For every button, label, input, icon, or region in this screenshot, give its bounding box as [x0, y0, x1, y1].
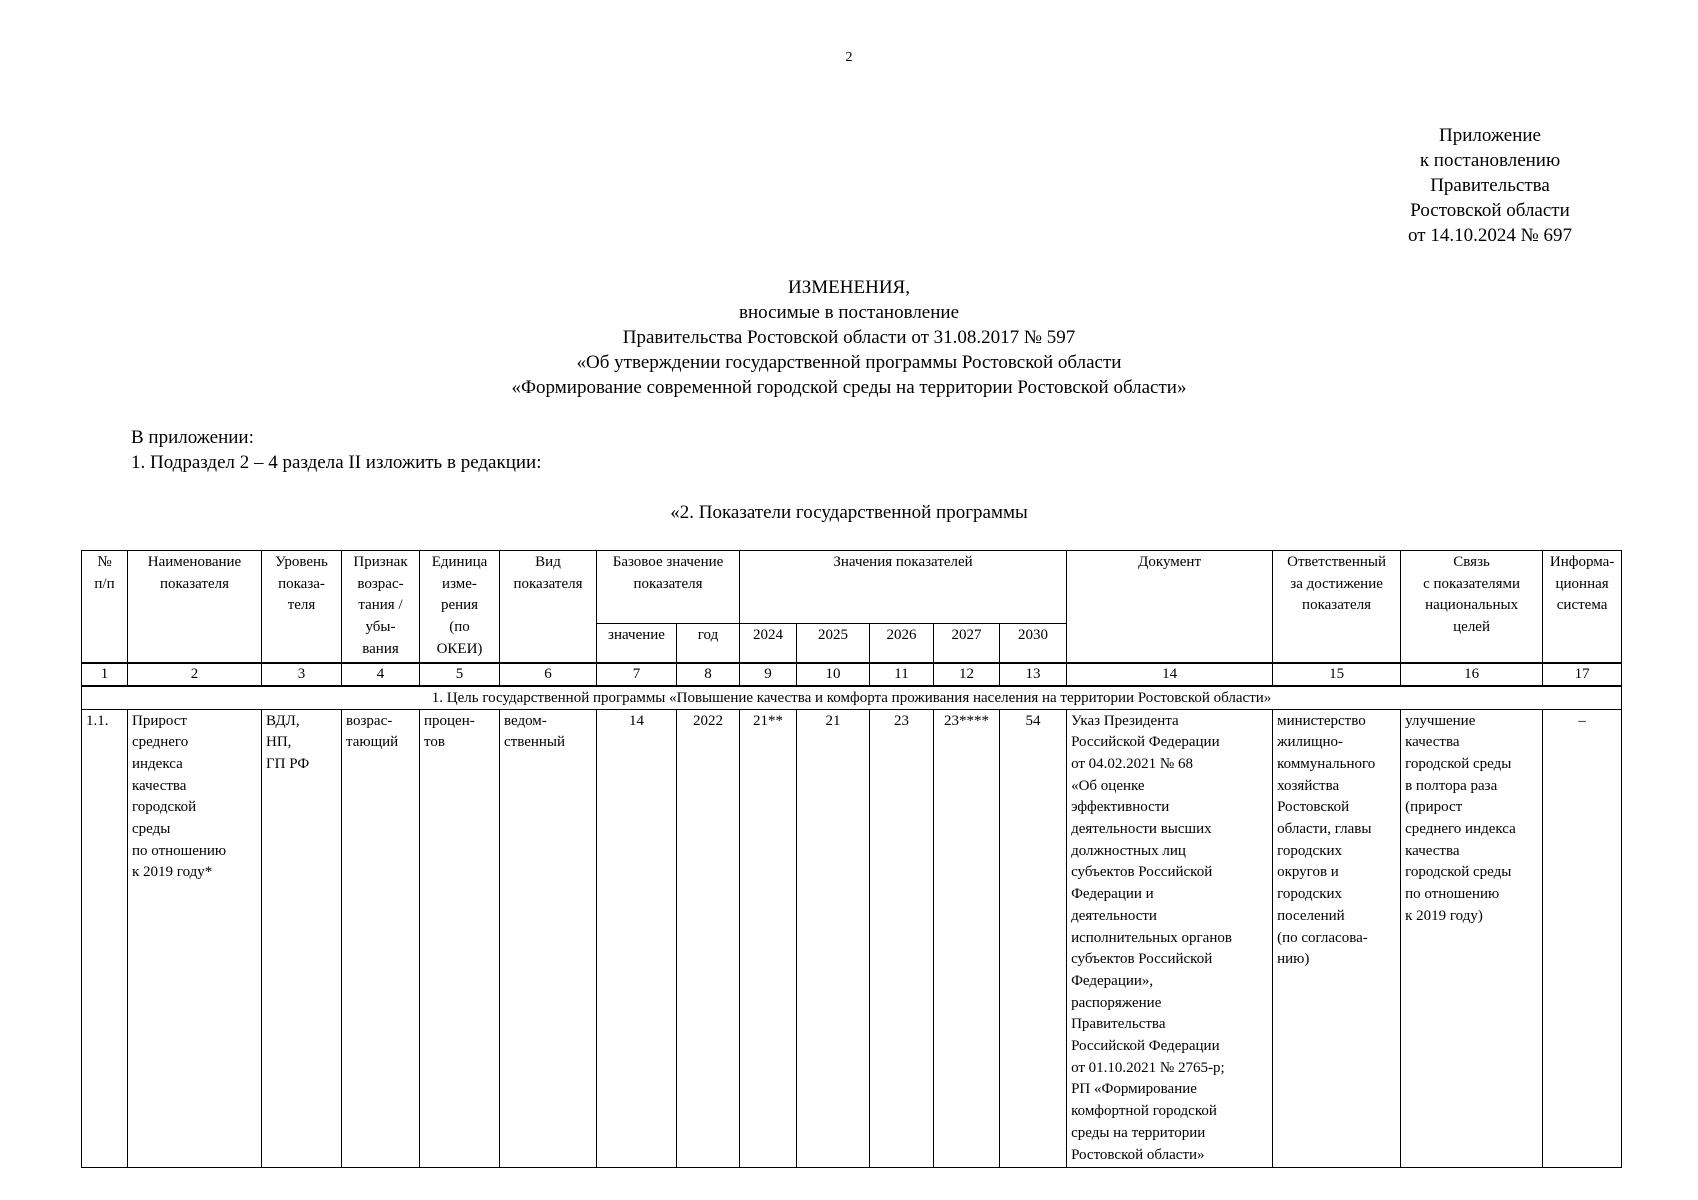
cell-base-value: 14	[597, 709, 677, 1168]
header-document: Документ	[1067, 551, 1273, 663]
header-year-2026: 2026	[870, 623, 934, 662]
header-base: Базовое значение показателя	[597, 551, 740, 624]
header-year-2024: 2024	[740, 623, 797, 662]
appendix-line: Приложение	[1439, 125, 1541, 146]
cell-level: ВДЛ, НП, ГП РФ	[262, 709, 342, 1168]
column-number: 16	[1401, 663, 1543, 686]
table-row	[82, 709, 1622, 1168]
column-number: 15	[1273, 663, 1401, 686]
heading-line: ИЗМЕНЕНИЯ,	[788, 277, 910, 298]
column-number: 13	[1000, 663, 1067, 686]
header-year-2030: 2030	[1000, 623, 1067, 662]
column-number: 4	[342, 663, 420, 686]
page-number: 2	[845, 50, 853, 65]
column-number-row	[82, 663, 1622, 686]
column-number: 10	[797, 663, 870, 686]
cell-2027: 23****	[934, 709, 1000, 1168]
cell-base-year: 2022	[677, 709, 740, 1168]
cell-name: Прирост среднего индекса качества городской среды по отношению к 2019 году*	[128, 709, 262, 1168]
header-base-value: значение	[597, 623, 677, 662]
column-number: 8	[677, 663, 740, 686]
cell-type: ведом- ственный	[500, 709, 597, 1168]
heading-line: Правительства Ростовской области от 31.08.2017 № 597	[622, 327, 1076, 348]
heading-line: «Об утверждении государственной программы Ростовской области	[576, 352, 1122, 373]
header-level: Уровень показа- теля	[262, 551, 342, 663]
section-title: «2. Показатели государственной программы	[670, 502, 1028, 523]
header-link: Связь с показателями национальных целей	[1401, 551, 1543, 663]
cell-2024: 21**	[740, 709, 797, 1168]
column-number: 14	[1067, 663, 1273, 686]
indicators-table	[81, 550, 1622, 1168]
header-info: Информа- ционная система	[1543, 551, 1622, 663]
column-number: 12	[934, 663, 1000, 686]
column-number: 9	[740, 663, 797, 686]
appendix-line: Ростовской области	[1410, 200, 1570, 221]
cell-sign: возрас- тающий	[342, 709, 420, 1168]
header-type: Вид показателя	[500, 551, 597, 663]
intro-line: 1. Подраздел 2 – 4 раздела II изложить в редакции:	[131, 452, 542, 473]
column-number: 17	[1543, 663, 1622, 686]
column-number: 5	[420, 663, 500, 686]
header-year-2025: 2025	[797, 623, 870, 662]
appendix-line: Правительства	[1430, 175, 1550, 196]
column-number: 6	[500, 663, 597, 686]
header-values: Значения показателей	[740, 551, 1067, 624]
header-num: № п/п	[82, 551, 128, 663]
header-unit: Единица изме- рения (по ОКЕИ)	[420, 551, 500, 663]
header-sign: Признак возрас- тания / убы- вания	[342, 551, 420, 663]
intro-line: В приложении:	[131, 427, 254, 448]
appendix-line: к постановлению	[1419, 150, 1561, 171]
cell-num: 1.1.	[82, 709, 128, 1168]
goal-text: 1. Цель государственной программы «Повышение качества и комфорта проживания населения на территории Ростовской области»	[82, 686, 1622, 710]
cell-document: Указ Президента Российской Федерации от 04.02.2021 № 68 «Об оценке эффективности деятельности высших должностных лиц субъектов Российской Федерации и деятельности исполнительных органов субъектов Российской Федерации», распоряжение Правительства Российской Федерации от 01.10.2021 № 2765-р; РП «Формирование комфортной городской среды на территории Ростовской области»	[1067, 709, 1273, 1168]
table-header-row	[82, 551, 1622, 624]
appendix-block	[1360, 123, 1620, 248]
intro-text	[131, 425, 542, 475]
column-number: 1	[82, 663, 128, 686]
goal-row	[82, 686, 1622, 710]
appendix-line: от 14.10.2024 № 697	[1408, 225, 1572, 246]
header-year-2027: 2027	[934, 623, 1000, 662]
cell-2030: 54	[1000, 709, 1067, 1168]
column-number: 3	[262, 663, 342, 686]
header-base-year: год	[677, 623, 740, 662]
column-number: 2	[128, 663, 262, 686]
header-responsible: Ответственный за достижение показателя	[1273, 551, 1401, 663]
column-number: 7	[597, 663, 677, 686]
heading-line: вносимые в постановление	[738, 302, 960, 323]
cell-2025: 21	[797, 709, 870, 1168]
heading-line: «Формирование современной городской среды на территории Ростовской области»	[511, 377, 1187, 398]
cell-responsible: министерство жилищно- коммунального хозяйства Ростовской области, главы городских округов и городских поселений (по согласова- нию)	[1273, 709, 1401, 1168]
cell-unit: процен- тов	[420, 709, 500, 1168]
cell-info: –	[1543, 709, 1622, 1168]
document-heading	[0, 275, 1698, 400]
cell-link: улучшение качества городской среды в полтора раза (прирост среднего индекса качества городской среды по отношению к 2019 году)	[1401, 709, 1543, 1168]
header-name: Наименование показателя	[128, 551, 262, 663]
cell-2026: 23	[870, 709, 934, 1168]
column-number: 11	[870, 663, 934, 686]
